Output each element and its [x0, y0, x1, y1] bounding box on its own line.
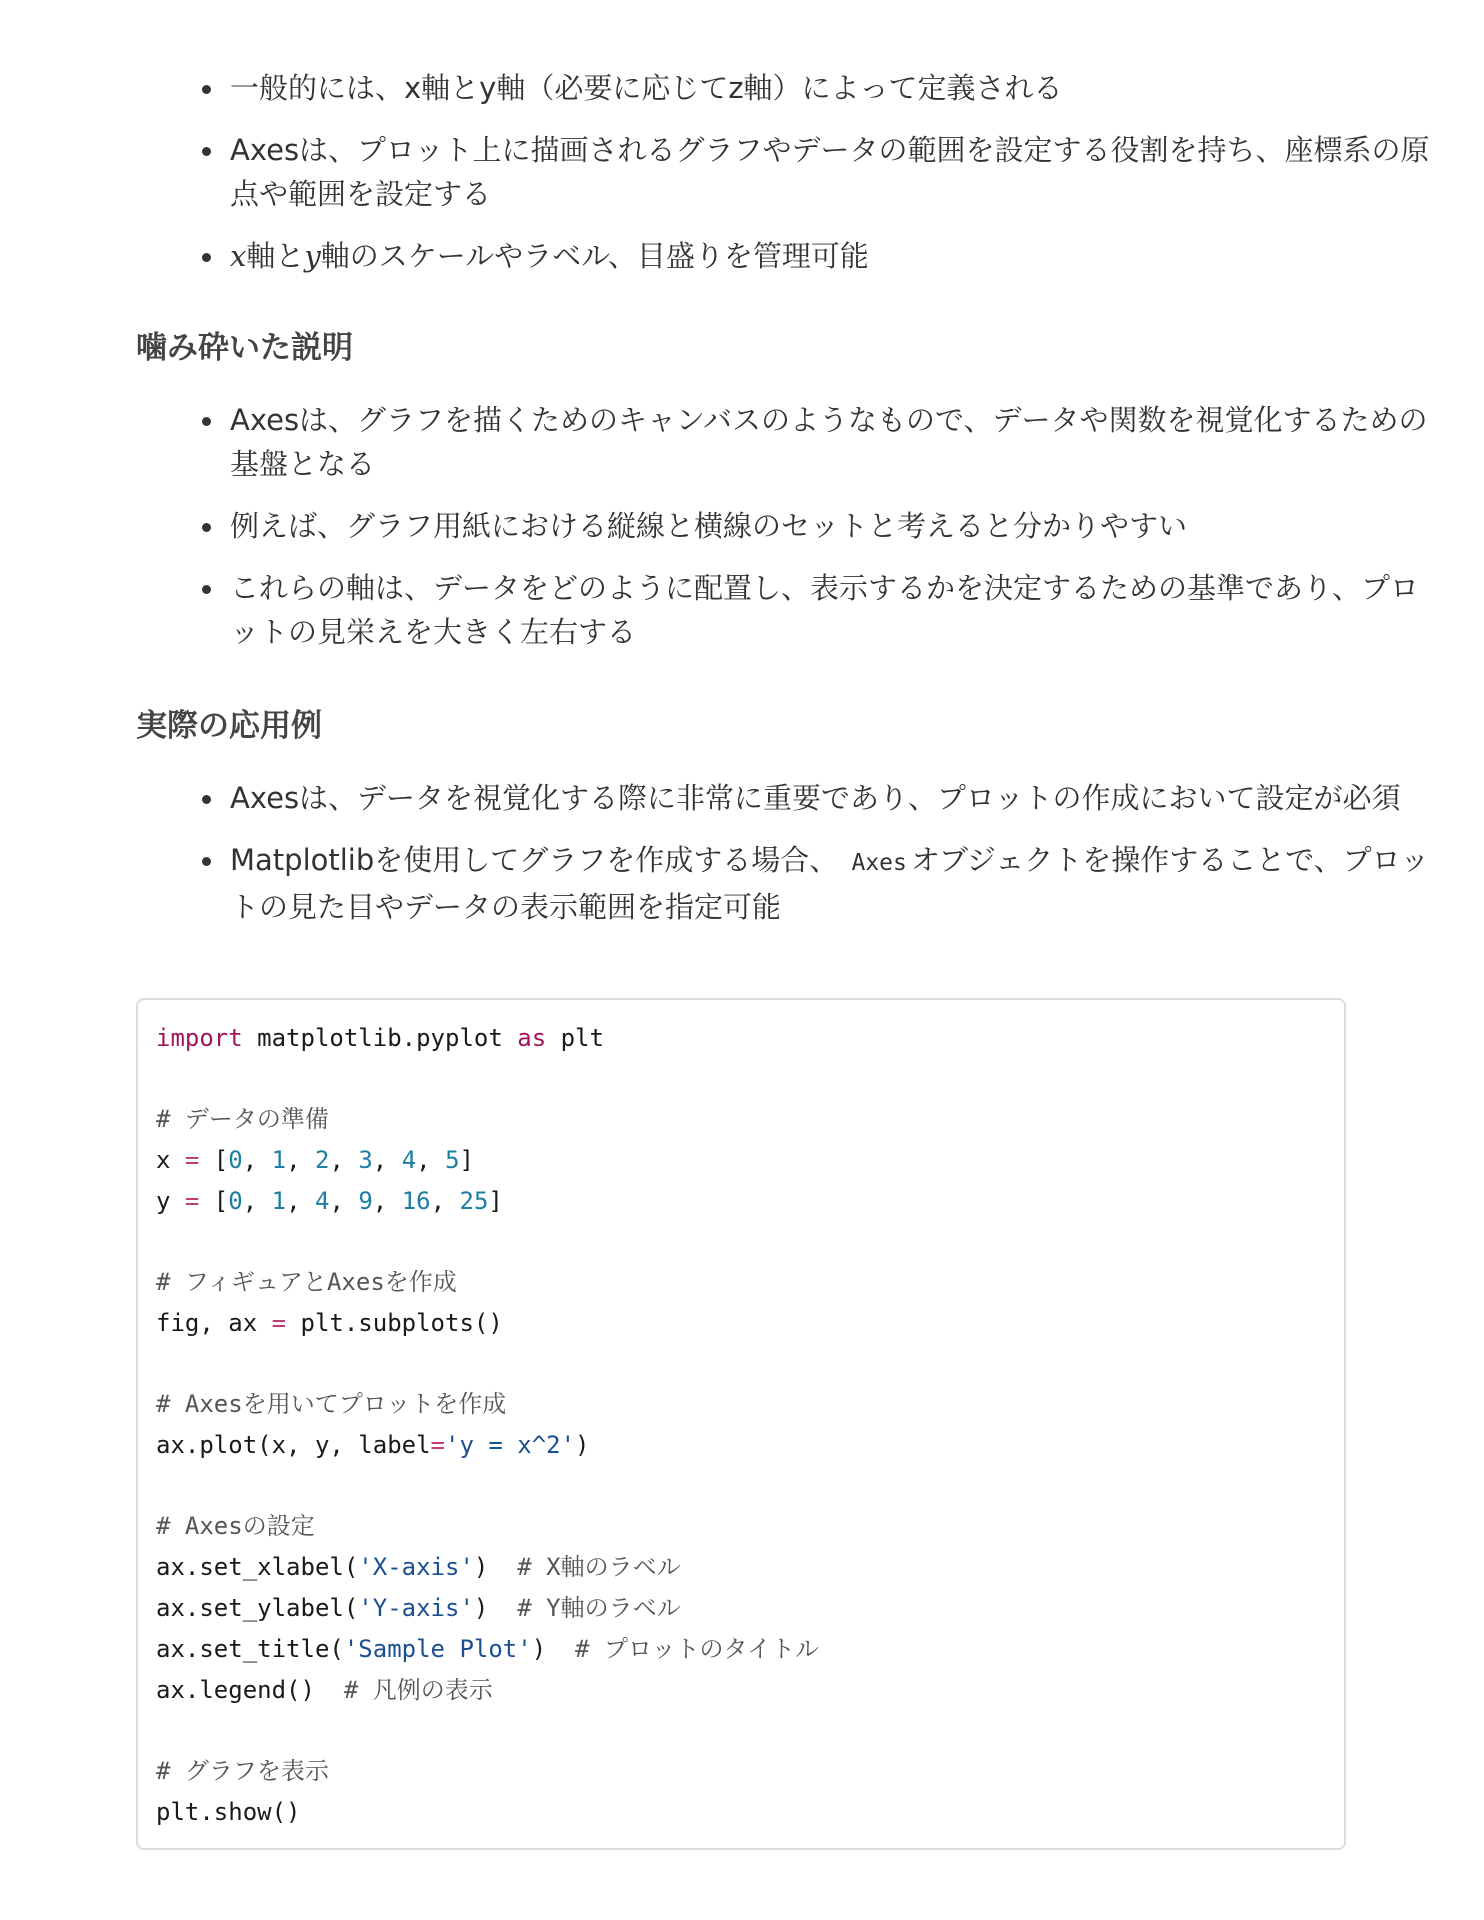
list-item: Axesは、データを視覚化する際に非常に重要であり、プロットの作成において設定が必須 — [230, 776, 1442, 820]
code-comment: # Axesを用いてプロットを作成 — [156, 1390, 507, 1418]
list-item: Matplotlibを使用してグラフを作成する場合、 Axes オブジェクトを操作することで、プロットの見た目やデータの表示範囲を指定可能 — [230, 838, 1442, 929]
code-line-blank — [156, 1711, 819, 1751]
definition-list — [136, 66, 1442, 296]
code-line: ax.set_xlabel('X-axis') # X軸のラベル — [156, 1553, 681, 1581]
code-line-blank — [156, 1344, 819, 1384]
math-y: y — [304, 239, 321, 273]
list-item: Axesは、プロット上に描画されるグラフやデータの範囲を設定する役割を持ち、座標系の原点や範囲を設定する — [230, 128, 1442, 216]
math-x: x — [230, 239, 247, 273]
code-line: fig, ax = plt.subplots() — [156, 1309, 503, 1337]
code-line: ax.legend() # 凡例の表示 — [156, 1676, 493, 1704]
list-item: 例えば、グラフ用紙における縦線と横線のセットと考えると分かりやすい — [230, 504, 1442, 548]
section-heading-explanation: 噛み砕いた説明 — [136, 330, 353, 366]
code-line: ax.plot(x, y, label='y = x^2') — [156, 1431, 590, 1459]
list-item: これらの軸は、データをどのように配置し、表示するかを決定するための基準であり、プロットの見栄えを大きく左右する — [230, 566, 1442, 654]
code-block[interactable] — [136, 998, 1346, 1850]
inline-code-axes: Axes — [851, 850, 907, 876]
code-line: y = [0, 1, 4, 9, 16, 25] — [156, 1187, 503, 1215]
code-comment: # Axesの設定 — [156, 1512, 315, 1540]
code-line-blank — [156, 1059, 819, 1099]
code-line: ax.set_title('Sample Plot') # プロットのタイトル — [156, 1635, 819, 1663]
examples-list — [136, 776, 1442, 947]
code-content — [156, 1018, 819, 1833]
code-line: x = [0, 1, 2, 3, 4, 5] — [156, 1146, 474, 1174]
code-line: plt.show() — [156, 1798, 301, 1826]
section-heading-examples: 実際の応用例 — [136, 708, 322, 744]
code-line: import matplotlib.pyplot as plt — [156, 1024, 604, 1052]
code-comment: # グラフを表示 — [156, 1757, 329, 1785]
code-line-blank — [156, 1466, 819, 1506]
list-item: x軸とy軸のスケールやラベル、目盛りを管理可能 — [230, 234, 1442, 278]
code-line: ax.set_ylabel('Y-axis') # Y軸のラベル — [156, 1594, 681, 1622]
code-comment: # フィギュアとAxesを作成 — [156, 1268, 457, 1296]
list-item: Axesは、グラフを描くためのキャンバスのようなもので、データや関数を視覚化するための基盤となる — [230, 398, 1442, 486]
explanation-list — [136, 398, 1442, 672]
list-item: 一般的には、x軸とy軸（必要に応じてz軸）によって定義される — [230, 66, 1442, 110]
code-line-blank — [156, 1222, 819, 1262]
code-comment: # データの準備 — [156, 1105, 329, 1133]
